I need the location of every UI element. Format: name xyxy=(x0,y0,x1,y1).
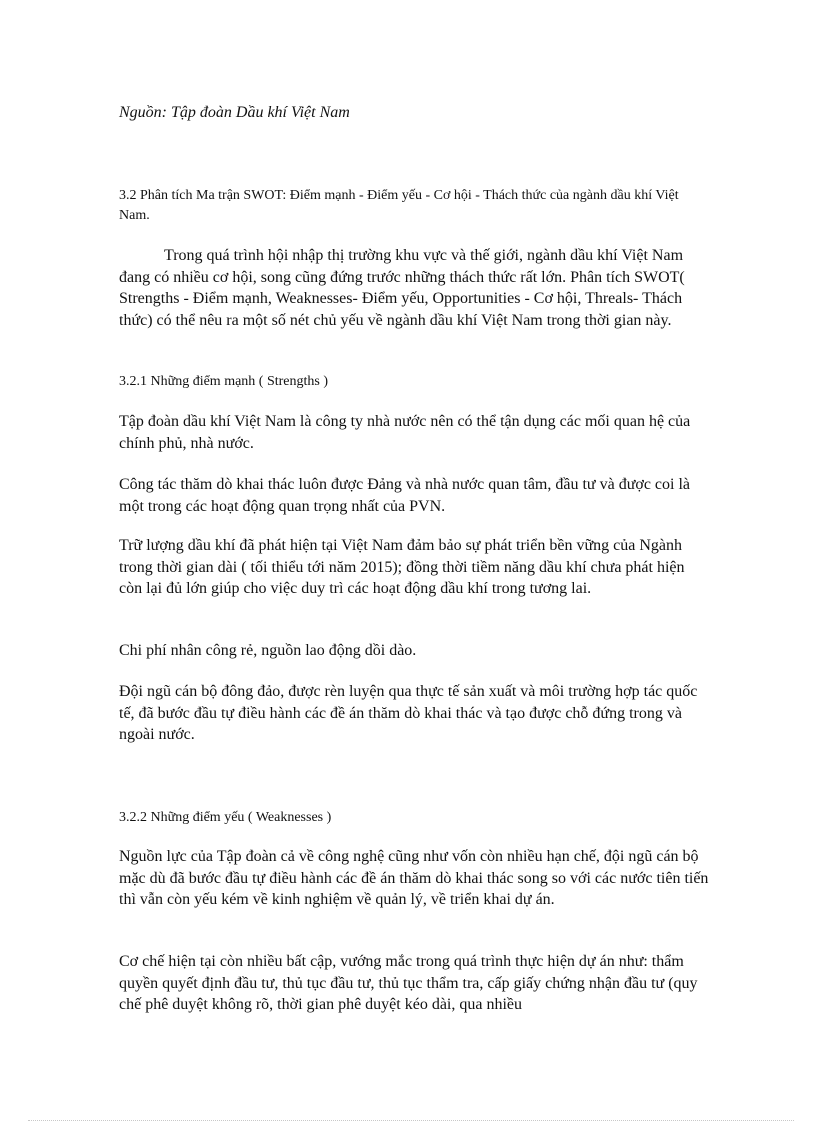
weakness-paragraph: Nguồn lực của Tập đoàn cả về công nghệ cũng như vốn còn nhiều hạn chế, đội ngũ cán bộ mặc dù đã bước đầu tự điều hành các đề án thăm dò khai thác song so với các nước tiên tiến thì vẫn còn yếu kém về kinh nghiệm về quản lý, về triển khai dự án. xyxy=(119,848,709,908)
source-note: Nguồn: Tập đoàn Dầu khí Việt Nam xyxy=(119,104,350,121)
strength-paragraph: Công tác thăm dò khai thác luôn được Đảng và nhà nước quan tâm, đầu tư và được coi là một trong các hoạt động quan trọng nhất của PVN. xyxy=(119,476,691,515)
page-bottom-divider xyxy=(28,1120,794,1121)
section-3-2-2-heading: 3.2.2 Những điểm yếu ( Weaknesses ) xyxy=(119,810,332,825)
intro-paragraph: Trong quá trình hội nhập thị trường khu vực và thế giới, ngành dầu khí Việt Nam đang có nhiều cơ hội, song cũng đứng trước những thách thức rất lớn. Phân tích SWOT( Strengths - Điểm mạnh, Weaknesses- Điểm yếu, Opportunities - Cơ hội, Threals- Thách thức) có thể nêu ra một số nét chủ yếu về ngành dầu khí Việt Nam trong thời gian này. xyxy=(119,247,685,329)
section-3-2-heading: 3.2 Phân tích Ma trận SWOT: Điểm mạnh - Điểm yếu - Cơ hội - Thách thức của ngành dầu khí Việt Nam. xyxy=(119,188,679,223)
strength-paragraph: Đội ngũ cán bộ đông đảo, được rèn luyện qua thực tế sản xuất và môi trường hợp tác quốc tế, đã bước đầu tự điều hành các đề án thăm dò khai thác và tạo được chỗ đứng trong và ngoài nước. xyxy=(119,683,698,743)
strength-paragraph: Trữ lượng dầu khí đã phát hiện tại Việt Nam đảm bảo sự phát triển bền vững của Ngành trong thời gian dài ( tối thiểu tới năm 2015); đồng thời tiềm năng dầu khí chưa phát hiện còn lại đủ lớn giúp cho việc duy trì các hoạt động dầu khí trong tương lai. xyxy=(119,537,685,597)
strength-paragraph: Tập đoàn dầu khí Việt Nam là công ty nhà nước nên có thể tận dụng các mối quan hệ của chính phủ, nhà nước. xyxy=(119,413,691,452)
strength-paragraph: Chi phí nhân công rẻ, nguồn lao động dồi dào. xyxy=(119,642,417,659)
weakness-paragraph: Cơ chế hiện tại còn nhiều bất cập, vướng mắc trong quá trình thực hiện dự án như: thẩm quyền quyết định đầu tư, thủ tục đầu tư, thủ tục thẩm tra, cấp giấy chứng nhận đầu tư (quy chế phê duyệt không rõ, thời gian phê duyệt kéo dài, qua nhiều xyxy=(119,953,698,1013)
section-3-2-1-heading: 3.2.1 Những điểm mạnh ( Strengths ) xyxy=(119,374,329,389)
